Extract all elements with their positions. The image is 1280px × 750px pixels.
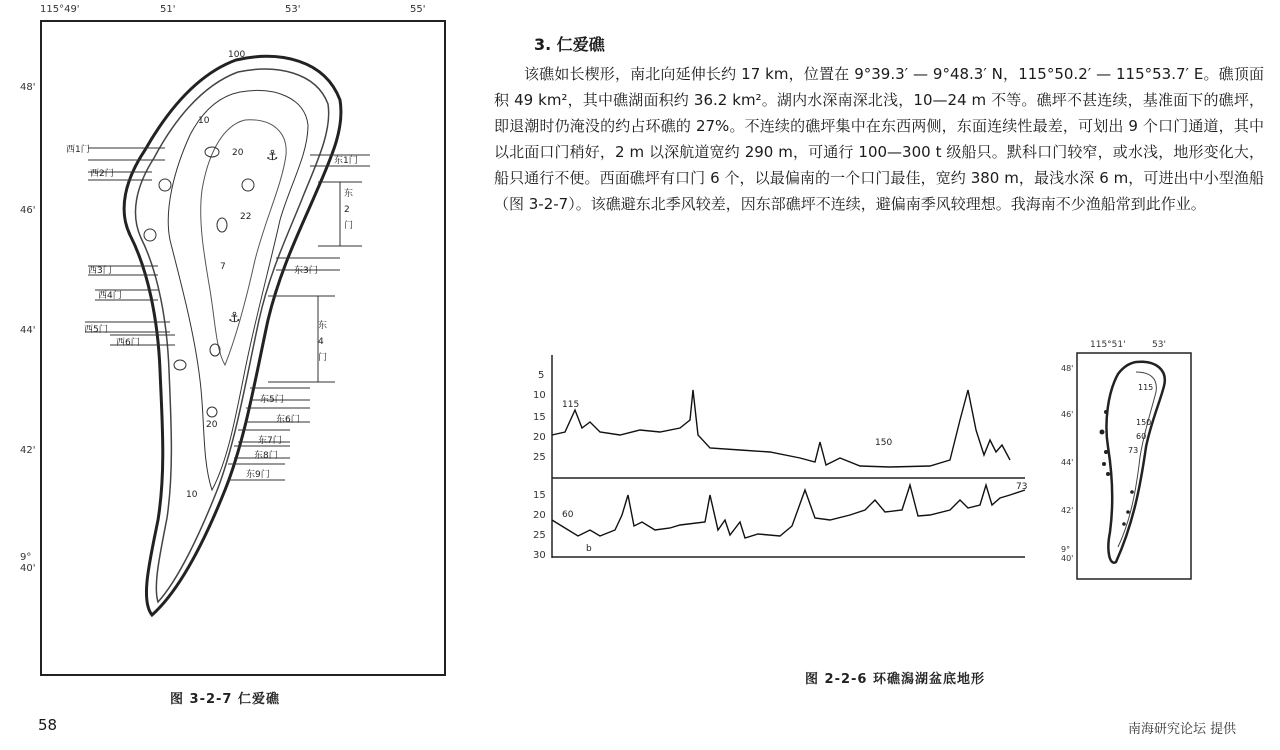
reef-outline (124, 56, 341, 615)
gate-label-east-4: 东4门 (318, 321, 328, 363)
gate-label-east-3: 东3门 (294, 266, 318, 276)
gate-label-west-4: 西4门 (98, 291, 122, 301)
profile-svg (530, 350, 1030, 565)
profile-label: 115 (562, 400, 580, 410)
small-map-top-tick: 53' (1152, 340, 1166, 350)
profile-y-tick: 15 (533, 412, 546, 423)
profile-label: b (586, 544, 592, 554)
profile-y-tick: 10 (533, 390, 546, 401)
profile-label: 150 (875, 438, 893, 448)
section-heading: 3. 仁爱礁 (534, 35, 605, 54)
map-left-tick: 42' (20, 445, 36, 456)
left-map-caption: 图 3-2-7 仁爱礁 (170, 692, 280, 707)
profile-y-tick: 5 (538, 370, 545, 381)
depth-label: 100 (228, 50, 246, 60)
profile-y-tick: 20 (533, 432, 546, 443)
page-number: 58 (38, 716, 58, 734)
small-map-svg (1076, 352, 1192, 580)
profile-60 (552, 485, 1025, 538)
small-map-label: 115 (1138, 383, 1154, 392)
gate-label-west-5: 西5门 (84, 325, 108, 335)
profile-y-tick: 25 (533, 530, 546, 541)
gate-label-east-7: 东7门 (258, 436, 282, 446)
depth-label: 10 (198, 116, 210, 126)
left-map (40, 20, 446, 676)
depth-label: 20 (232, 148, 244, 158)
profile-150 (552, 390, 1010, 467)
small-map-left-tick: 48' (1061, 364, 1074, 373)
map-top-tick: 51' (160, 4, 176, 15)
gate-label-east-6: 东6门 (276, 415, 300, 425)
small-map-label: 60 (1136, 432, 1147, 441)
depth-label: 22 (240, 212, 252, 222)
profile-figure (530, 350, 1030, 565)
depth-label: 7 (220, 262, 226, 272)
depth-label: 20 (206, 420, 218, 430)
credit-watermark: 南海研究论坛 提供 (1128, 722, 1237, 737)
map-left-tick: 44' (20, 325, 36, 336)
profile-y-tick: 20 (533, 510, 546, 521)
small-map-left-tick: 44' (1061, 458, 1074, 467)
gate-label-east-2: 东2门 (344, 189, 354, 231)
profile-caption: 图 2-2-6 环礁潟湖盆底地形 (805, 672, 985, 687)
profile-y-tick: 15 (533, 490, 546, 501)
small-map (1076, 352, 1192, 580)
gate-label-west-3: 西3门 (88, 266, 112, 276)
map-top-tick: 53' (285, 4, 301, 15)
body-paragraph: 该礁如长楔形，南北向延伸长约 17 km，位置在 9°39.3′ — 9°48.3′ N，115°50.2′ — 115°53.7′ E。礁顶面积 49 km²，其中礁湖面积约 36.2 km²。湖内水深南深北浅，10—24 m 不等。礁坪不甚连续，基准面下的礁坪，即退潮时仍淹没的约占环礁的 27%。不连续的礁坪集中在东西两侧，东面连续性最差，可划出 9 个口门通道，其中以北面口门稍好，2 m 以深航道宽约 290 m，可通行 100—300 t 级船只。默科口门较窄，或水浅，地形变化大，船只通行不便。西面礁坪有口门 6 个，以最偏南的一个口门最佳，宽约 380 m，最浅水深 6 m，可进出中小型渔船（图 3-2-7）。该礁避东北季风较差，因东部礁坪不连续，避偏南季风较理想。我海南不少渔船常到此作业。 (494, 65, 1264, 213)
small-map-label: 150 (1136, 418, 1152, 427)
svg-text:⚓: ⚓ (266, 148, 279, 164)
gate-label-west-6: 西6门 (116, 338, 140, 348)
map-top-tick: 55' (410, 4, 426, 15)
gate-label-west-1: 西1门 (66, 145, 90, 155)
small-map-left-tick: 46' (1061, 410, 1074, 419)
map-left-tick: 46' (20, 205, 36, 216)
small-map-left-tick: 42' (1061, 506, 1074, 515)
gate-label-east-8: 东8门 (254, 451, 278, 461)
profile-y-tick: 25 (533, 452, 546, 463)
svg-text:⚓: ⚓ (228, 310, 241, 326)
profile-label: 73 (1016, 482, 1028, 492)
small-map-top-tick: 115°51' (1090, 340, 1126, 350)
reef-map-svg (40, 20, 446, 676)
map-left-tick: 48' (20, 82, 36, 93)
profile-y-tick: 30 (533, 550, 546, 561)
gate-label-west-2: 西2门 (90, 169, 114, 179)
gate-label-east-9: 东9门 (246, 470, 270, 480)
gate-label-east-1: 东1门 (334, 156, 358, 166)
map-left-tick: 9° 40' (20, 552, 36, 574)
small-map-label: 73 (1128, 446, 1139, 455)
gate-label-east-5: 东5门 (260, 395, 284, 405)
text-block (494, 32, 1264, 217)
profile-label: 60 (562, 510, 574, 520)
map-top-tick: 115°49' (40, 4, 80, 15)
small-map-left-tick: 9° 40' (1061, 545, 1074, 563)
depth-label: 10 (186, 490, 198, 500)
